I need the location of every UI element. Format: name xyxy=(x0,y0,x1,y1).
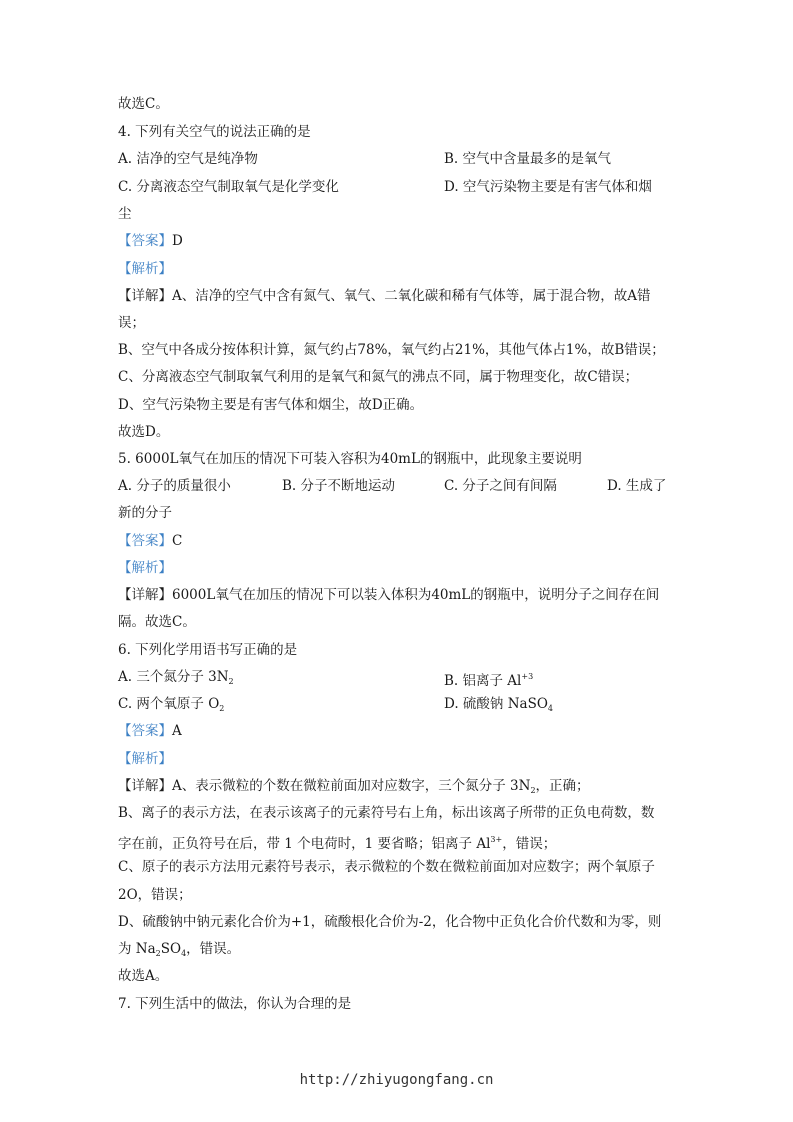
subscript: 2 xyxy=(219,704,225,713)
question-4-stem: 4. 下列有关空气的说法正确的是 xyxy=(118,124,311,140)
detail-text: ，错误。 xyxy=(186,941,241,957)
q5-option-d-cont: 新的分子 xyxy=(118,505,172,521)
detail-text: ，正确； xyxy=(535,778,590,794)
subscript: 2 xyxy=(155,949,161,958)
q6-detail-line-1 xyxy=(118,778,590,799)
detail-text: 为 Na xyxy=(118,941,156,957)
q4-detail-line-1b: 误； xyxy=(118,315,145,331)
footer-url[interactable]: http://zhiyugongfang.cn xyxy=(299,1072,494,1088)
q5-detail-line-1 xyxy=(118,587,659,603)
q6-option-b xyxy=(444,669,533,689)
question-7-stem: 7. 下列生活中的做法，你认为合理的是 xyxy=(118,996,352,1012)
q5-option-a: A. 分子的质量很小 xyxy=(118,478,231,494)
detail-text: ，错误； xyxy=(502,836,557,852)
q6-detail-line-2: B、离子的表示方法，在表示该离子的元素符号右上角，标出该离子所带的正负电荷数，数 xyxy=(118,805,655,821)
q5-answer-line xyxy=(118,533,182,549)
q5-answer: C xyxy=(172,533,183,549)
q4-detail-line-4: D、空气污染物主要是有害气体和烟尘，故D正确。 xyxy=(118,397,424,413)
subscript: 2 xyxy=(530,786,536,795)
option-text: C. 两个氧原子 O xyxy=(118,696,220,712)
detail-tag: 【详解】 xyxy=(118,288,172,304)
detail-text: 6000L氧气在加压的情况下可以装入体积为40mL的钢瓶中，说明分子之间存在间 xyxy=(172,587,660,603)
q6-option-d xyxy=(444,696,553,717)
answer-tag: 【答案】 xyxy=(118,723,172,739)
q6-conclusion: 故选A。 xyxy=(118,968,169,984)
q6-analysis-tag: 【解析】 xyxy=(118,751,172,767)
q4-answer-line xyxy=(118,233,183,249)
detail-text: SO xyxy=(160,941,182,957)
detail-tag: 【详解】 xyxy=(118,587,172,603)
q4-option-d: D. 空气污染物主要是有害气体和烟 xyxy=(444,179,652,195)
q5-analysis-tag: 【解析】 xyxy=(118,560,172,576)
detail-text: A、洁净的空气中含有氮气、氧气、二氧化碳和稀有气体等，属于混合物，故A错 xyxy=(172,288,651,304)
q5-option-d: D. 生成了 xyxy=(607,478,667,494)
q4-detail-line-1 xyxy=(118,288,651,304)
answer-tag: 【答案】 xyxy=(118,533,172,549)
q4-answer: D xyxy=(172,233,183,249)
q6-detail-line-4b: 2O，错误； xyxy=(118,887,192,903)
q6-option-c xyxy=(118,696,224,717)
q5-detail-line-1b: 隔。故选C。 xyxy=(118,614,196,630)
q4-analysis-tag: 【解析】 xyxy=(118,261,172,277)
detail-text: 字在前，正负符号在后，带 1 个电荷时，1 要省略；铝离子 Al xyxy=(118,836,491,852)
option-text: B. 铝离子 Al xyxy=(444,673,522,689)
q4-option-c: C. 分离液态空气制取氧气是化学变化 xyxy=(118,179,339,195)
q6-option-a xyxy=(118,669,234,690)
q4-detail-line-3: C、分离液态空气制取氧气利用的是氧气和氮气的沸点不同，属于物理变化，故C错误； xyxy=(118,369,639,385)
question-6-stem: 6. 下列化学用语书写正确的是 xyxy=(118,642,298,658)
superscript: 3+ xyxy=(490,835,503,844)
q6-detail-line-4: C、原子的表示方法用元素符号表示，表示微粒的个数在微粒前面加对应数字；两个氧原子 xyxy=(118,859,655,875)
subscript: 2 xyxy=(228,677,234,686)
question-5-stem: 5. 6000L氧气在加压的情况下可装入容积为40mL的钢瓶中，此现象主要说明 xyxy=(118,451,582,467)
option-text: A. 三个氮分子 3N xyxy=(118,669,229,685)
q6-detail-line-5: D、硫酸钠中钠元素化合价为+1，硫酸根化合价为-2，化合物中正负化合价代数和为零，则 xyxy=(118,914,662,930)
subscript: 4 xyxy=(547,704,553,713)
option-text: D. 硫酸钠 NaSO xyxy=(444,696,548,712)
detail-tag: 【详解】 xyxy=(118,778,172,794)
q5-option-c: C. 分子之间有间隔 xyxy=(444,478,557,494)
subscript: 4 xyxy=(181,949,187,958)
text-line: 故选C。 xyxy=(118,96,169,112)
answer-tag: 【答案】 xyxy=(118,233,172,249)
q5-option-b: B. 分子不断地运动 xyxy=(282,478,396,494)
q6-answer-line xyxy=(118,723,182,739)
q4-option-b: B. 空气中含量最多的是氧气 xyxy=(444,151,612,167)
detail-text: A、表示微粒的个数在微粒前面加对应数字，三个氮分子 3N xyxy=(172,778,531,794)
superscript: +3 xyxy=(521,672,534,681)
q6-answer: A xyxy=(172,723,182,739)
q4-option-d-cont: 尘 xyxy=(118,206,132,222)
q6-detail-line-3 xyxy=(118,832,556,852)
q4-option-a: A. 洁净的空气是纯净物 xyxy=(118,151,258,167)
q6-detail-line-5b xyxy=(118,941,240,962)
q4-conclusion: 故选D。 xyxy=(118,424,170,440)
q4-detail-line-2: B、空气中各成分按体积计算，氮气约占78%，氧气约占21%，其他气体占1%，故B错误； xyxy=(118,342,665,358)
